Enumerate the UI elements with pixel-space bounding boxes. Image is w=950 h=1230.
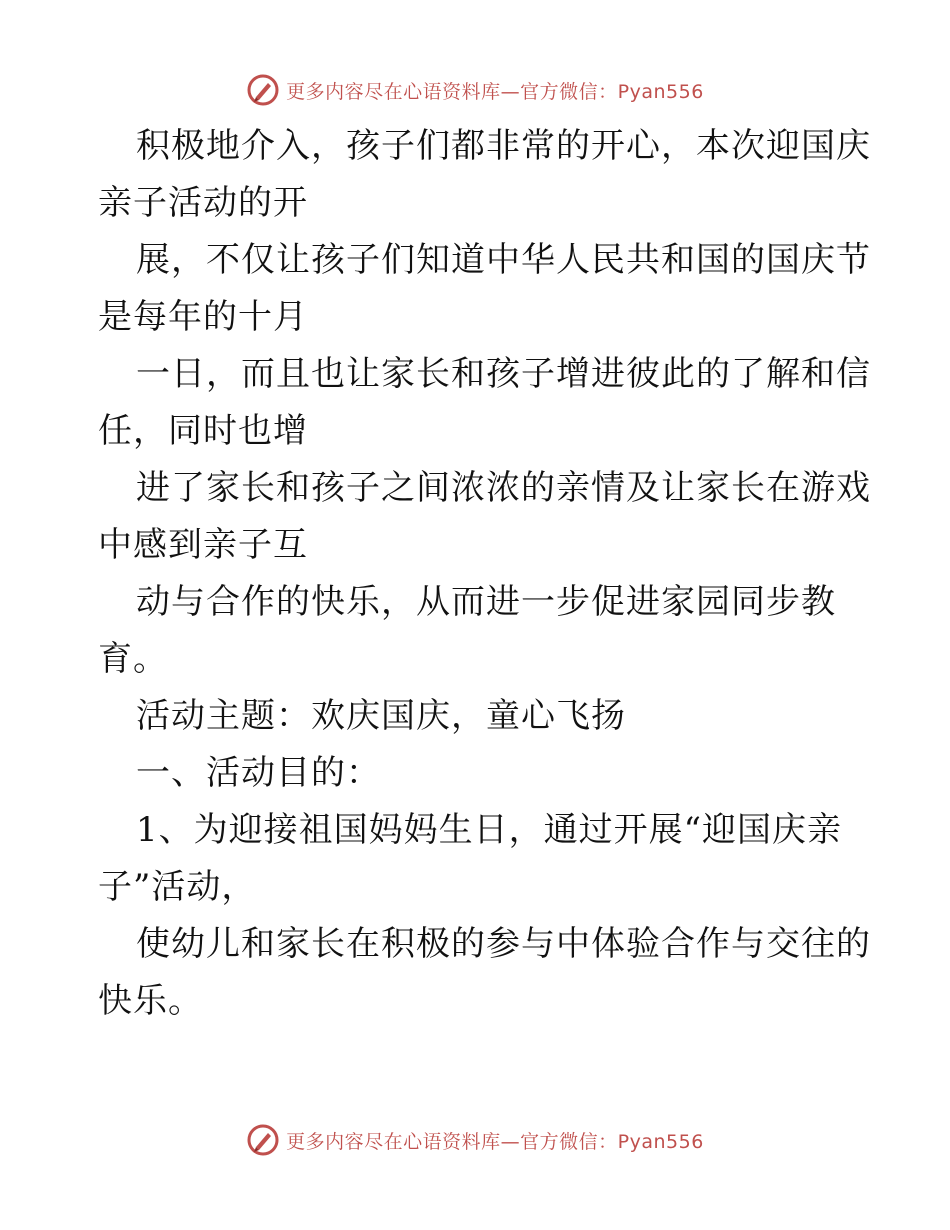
text-line: 进了家长和孩子之间浓浓的亲情及让家长在游戏 bbox=[136, 468, 871, 508]
text-line: 积极地介入，孩子们都非常的开心，本次迎国庆 bbox=[136, 126, 871, 166]
text-line: 动与合作的快乐，从而进一步促进家园同步教 bbox=[136, 582, 836, 622]
section-heading: 一、活动目的： bbox=[136, 753, 381, 793]
footer-banner bbox=[0, 1120, 950, 1160]
document-body bbox=[98, 118, 871, 1030]
text-line: 中感到亲子互 bbox=[98, 525, 308, 565]
text-line: 展，不仅让孩子们知道中华人民共和国的国庆节 bbox=[136, 240, 871, 280]
text-line: 一日，而且也让家长和孩子增进彼此的了解和信 bbox=[136, 354, 871, 394]
text-line: 亲子活动的开 bbox=[98, 183, 308, 223]
banner-text: 更多内容尽在心语资料库—官方微信：Pyan556 bbox=[286, 1130, 704, 1153]
text-line: 快乐。 bbox=[98, 981, 203, 1021]
list-item-line: 子”活动， bbox=[98, 867, 257, 907]
text-line: 是每年的十月 bbox=[98, 297, 308, 337]
header-banner bbox=[0, 70, 950, 110]
text-line: 任，同时也增 bbox=[98, 411, 308, 451]
text-line: 育。 bbox=[98, 639, 168, 679]
list-item-line: 1、为迎接祖国妈妈生日，通过开展“迎国庆亲 bbox=[136, 810, 843, 850]
text-line: 使幼儿和家长在积极的参与中体验合作与交往的 bbox=[136, 924, 871, 964]
activity-theme-line: 活动主题：欢庆国庆，童心飞扬 bbox=[136, 696, 626, 736]
banner-text: 更多内容尽在心语资料库—官方微信：Pyan556 bbox=[286, 80, 704, 103]
pen-circle-logo-icon bbox=[246, 1123, 280, 1157]
pen-circle-logo-icon bbox=[246, 73, 280, 107]
